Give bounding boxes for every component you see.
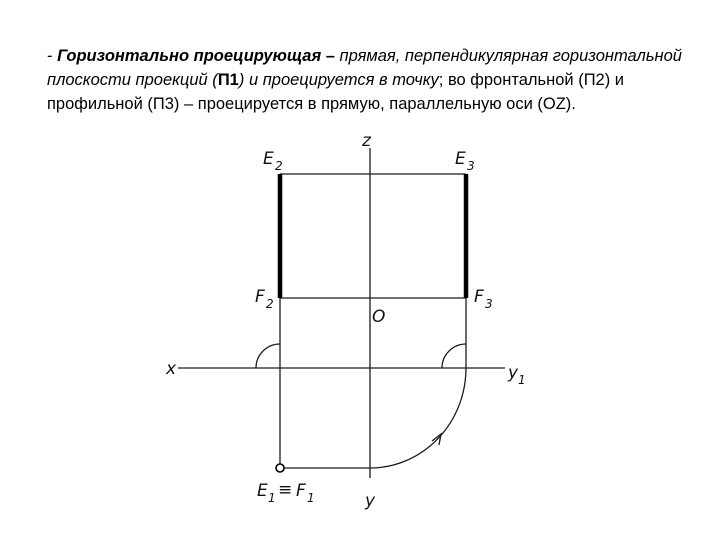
e1-label: E bbox=[257, 481, 268, 501]
definition-part1: прямая, перпендикулярная горизонтальной плоскости проекций ( bbox=[47, 47, 682, 89]
e1-subscript: 1 bbox=[268, 491, 276, 505]
definition-part2: ) и проецируется в точку bbox=[238, 71, 439, 89]
e2-label: E bbox=[263, 149, 274, 169]
e3-subscript: 3 bbox=[467, 159, 475, 173]
e2-subscript: 2 bbox=[275, 159, 283, 173]
definition-dash: - bbox=[47, 47, 58, 65]
e3-label: E bbox=[455, 149, 466, 169]
definition-term: Горизонтально проецирующая – bbox=[57, 47, 340, 65]
f3-label: F bbox=[474, 287, 484, 307]
f3-subscript: 3 bbox=[485, 297, 493, 311]
y1-axis-label: y bbox=[508, 363, 519, 383]
z-axis-label: z bbox=[362, 131, 371, 151]
point-e1-f1 bbox=[276, 464, 284, 472]
f1-label: F bbox=[296, 481, 306, 501]
definition-p1: П1 bbox=[217, 71, 239, 89]
right-angle-arc-right bbox=[442, 344, 466, 368]
origin-label: O bbox=[372, 307, 386, 327]
coincidence-sign: ≡ bbox=[278, 480, 293, 500]
f2-label: F bbox=[255, 287, 265, 307]
f2-subscript: 2 bbox=[266, 297, 274, 311]
y-axis-label: y bbox=[365, 491, 376, 511]
f1-subscript: 1 bbox=[307, 491, 315, 505]
y1-axis-subscript: 1 bbox=[518, 373, 526, 387]
right-angle-arc-left bbox=[256, 344, 280, 368]
transfer-arc bbox=[370, 368, 466, 468]
definition-part3: ; во фронтальной (П2) и профильной (П3) – проецируется в прямую, параллельную оси (OZ). bbox=[47, 71, 625, 113]
x-axis-label: x bbox=[166, 359, 177, 379]
